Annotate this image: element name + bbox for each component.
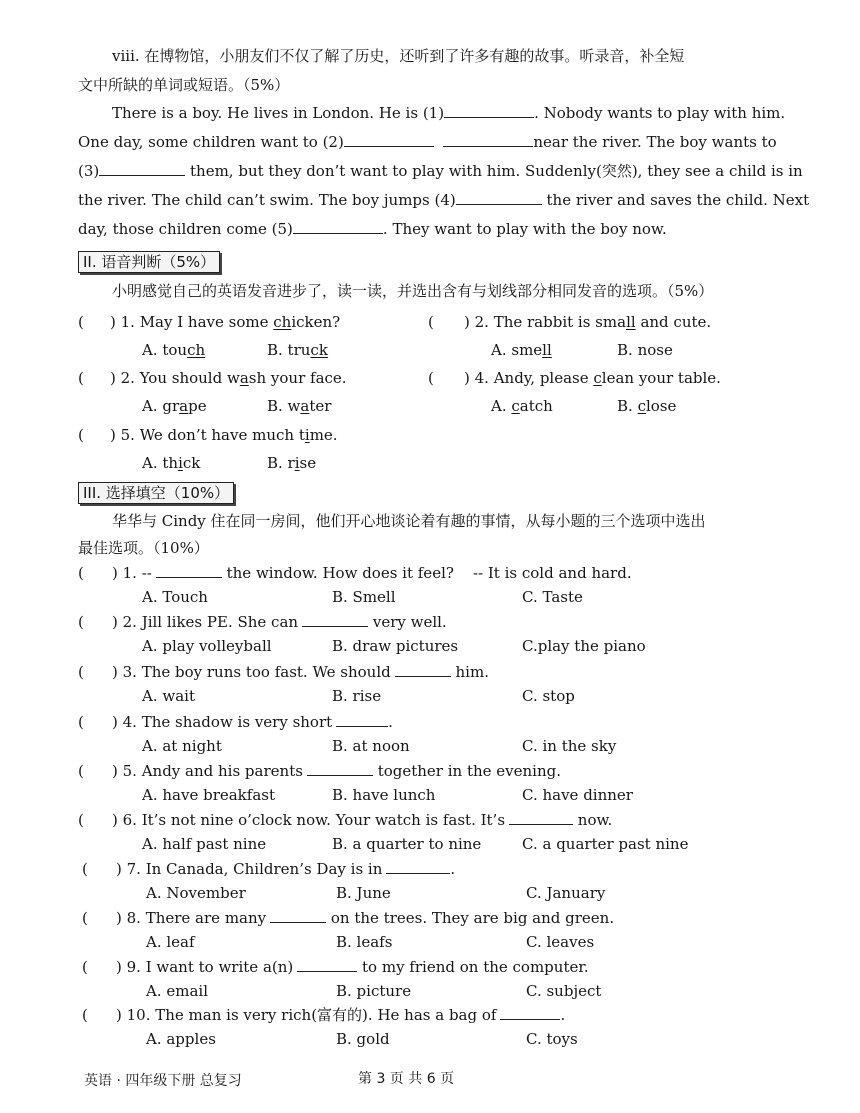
phonics-option-4b[interactable]: B. close [617, 397, 677, 415]
section-ii-intro: 小明感觉自己的英语发音进步了，读一读，并选出含有与划线部分相同发音的选项。（5%） [112, 282, 714, 300]
answer-paren-ii-2r[interactable]: ( [428, 313, 434, 331]
mc-option-7-a[interactable]: A. November [146, 884, 246, 902]
answer-paren-ii-1[interactable]: ( [78, 313, 84, 331]
mc-option-5-b[interactable]: B. have lunch [332, 786, 436, 804]
section-viii-title: viii. 在博物馆，小朋友们不仅了解了历史，还听到了许多有趣的故事。听录音，补全短 [112, 47, 685, 65]
answer-blank[interactable] [395, 662, 451, 677]
mc-option-7-b[interactable]: B. June [336, 884, 391, 902]
answer-paren-iii-7[interactable]: ( [82, 860, 88, 878]
blank-1[interactable] [444, 103, 534, 118]
phonics-option-2l-b[interactable]: B. water [267, 397, 332, 415]
phonics-option-5a[interactable]: A. thick [142, 454, 201, 472]
mc-question-10: ) 10. The man is very rich(富有的). He has a bag of . [116, 1006, 566, 1024]
blank-4[interactable] [456, 190, 542, 205]
mc-option-6-c[interactable]: C. a quarter past nine [522, 835, 689, 853]
mc-option-10-b[interactable]: B. gold [336, 1030, 390, 1048]
mc-option-7-c[interactable]: C. January [526, 884, 606, 902]
mc-option-4-a[interactable]: A. at night [142, 737, 222, 755]
answer-paren-ii-2l[interactable]: ( [78, 369, 84, 387]
phonics-option-1b[interactable]: B. truck [267, 341, 328, 359]
mc-option-1-b[interactable]: B. Smell [332, 588, 396, 606]
answer-paren-iii-8[interactable]: ( [82, 909, 88, 927]
phonics-question-2-right: ) 2. The rabbit is small and cute. [464, 313, 712, 331]
mc-option-3-c[interactable]: C. stop [522, 687, 575, 705]
section-iii-intro: 华华与 Cindy 住在同一房间，他们开心地谈论着有趣的事情，从每小题的三个选项中选出 [112, 512, 706, 530]
mc-question-8: ) 8. There are many on the trees. They are big and green. [116, 909, 615, 927]
mc-option-4-b[interactable]: B. at noon [332, 737, 410, 755]
phonics-question-2-left: ) 2. You should wash your face. [110, 369, 347, 387]
answer-blank[interactable] [509, 810, 573, 825]
mc-question-4: ) 4. The shadow is very short . [112, 713, 393, 731]
mc-option-8-c[interactable]: C. leaves [526, 933, 595, 951]
mc-option-5-a[interactable]: A. have breakfast [142, 786, 275, 804]
mc-option-9-a[interactable]: A. email [146, 982, 209, 1000]
mc-question-5: ) 5. Andy and his parents together in the evening. [112, 762, 562, 780]
answer-paren-iii-6[interactable]: ( [78, 811, 84, 829]
mc-option-10-c[interactable]: C. toys [526, 1030, 578, 1048]
answer-blank[interactable] [156, 563, 222, 578]
footer-course-label: 英语 · 四年级下册 总复习 [84, 1073, 242, 1089]
mc-question-3: ) 3. The boy runs too fast. We should him. [112, 663, 489, 681]
passage-line-3: (3) them, but they don’t want to play with him. Suddenly(突然), they see a child is in [78, 162, 803, 180]
mc-option-3-a[interactable]: A. wait [142, 687, 195, 705]
answer-paren-iii-10[interactable]: ( [82, 1006, 88, 1024]
answer-paren-iii-9[interactable]: ( [82, 958, 88, 976]
passage-line-2: One day, some children want to (2) near the river. The boy wants to [78, 133, 777, 151]
section-ii-header: II. 语音判断（5%） [78, 251, 220, 273]
answer-paren-iii-5[interactable]: ( [78, 762, 84, 780]
page-number: 第 3 页 共 6 页 [358, 1071, 455, 1087]
answer-blank[interactable] [336, 712, 388, 727]
answer-blank[interactable] [270, 908, 326, 923]
mc-option-1-a[interactable]: A. Touch [142, 588, 208, 606]
mc-question-2: ) 2. Jill likes PE. She can very well. [112, 613, 447, 631]
mc-option-10-a[interactable]: A. apples [146, 1030, 216, 1048]
blank-2a[interactable] [344, 132, 434, 147]
phonics-question-1: ) 1. May I have some chicken? [110, 313, 341, 331]
answer-paren-iii-2[interactable]: ( [78, 613, 84, 631]
mc-option-2-c[interactable]: C.play the piano [522, 637, 646, 655]
answer-paren-iii-1[interactable]: ( [78, 564, 84, 582]
answer-paren-ii-4[interactable]: ( [428, 369, 434, 387]
mc-option-8-b[interactable]: B. leafs [336, 933, 393, 951]
phonics-question-4: ) 4. Andy, please clean your table. [464, 369, 721, 387]
answer-paren-iii-4[interactable]: ( [78, 713, 84, 731]
mc-question-7: ) 7. In Canada, Children’s Day is in . [116, 860, 456, 878]
passage-line-4: the river. The child can’t swim. The boy jumps (4) the river and saves the child. Next [78, 191, 810, 209]
mc-option-2-b[interactable]: B. draw pictures [332, 637, 459, 655]
mc-option-9-b[interactable]: B. picture [336, 982, 412, 1000]
answer-blank[interactable] [500, 1005, 560, 1020]
mc-option-4-c[interactable]: C. in the sky [522, 737, 617, 755]
mc-option-5-c[interactable]: C. have dinner [522, 786, 633, 804]
section-iii-header: III. 选择填空（10%） [78, 482, 234, 504]
phonics-option-2l-a[interactable]: A. grape [142, 397, 207, 415]
blank-3[interactable] [99, 161, 185, 176]
mc-option-6-b[interactable]: B. a quarter to nine [332, 835, 482, 853]
mc-question-1: ) 1. -- the window. How does it feel? -- It is cold and hard. [112, 564, 632, 582]
answer-blank[interactable] [302, 612, 368, 627]
mc-option-3-b[interactable]: B. rise [332, 687, 382, 705]
phonics-option-2r-b[interactable]: B. nose [617, 341, 673, 359]
answer-blank[interactable] [386, 859, 450, 874]
answer-paren-ii-5[interactable]: ( [78, 426, 84, 444]
phonics-option-5b[interactable]: B. rise [267, 454, 317, 472]
mc-option-2-a[interactable]: A. play volleyball [142, 637, 272, 655]
passage-line-1: There is a boy. He lives in London. He is (1) . Nobody wants to play with him. [112, 104, 786, 122]
mc-option-9-c[interactable]: C. subject [526, 982, 602, 1000]
phonics-question-5: ) 5. We don’t have much time. [110, 426, 338, 444]
section-iii-intro-cont: 最佳选项。（10%） [78, 539, 209, 557]
blank-2b[interactable] [443, 132, 533, 147]
mc-option-8-a[interactable]: A. leaf [146, 933, 195, 951]
passage-line-5: day, those children come (5) . They want to play with the boy now. [78, 220, 667, 238]
mc-option-6-a[interactable]: A. half past nine [142, 835, 267, 853]
section-viii-title-cont: 文中所缺的单词或短语。（5%） [78, 76, 290, 94]
mc-question-6: ) 6. It’s not nine o’clock now. Your watch is fast. It’s now. [112, 811, 613, 829]
answer-paren-iii-3[interactable]: ( [78, 663, 84, 681]
blank-5[interactable] [293, 219, 383, 234]
phonics-option-1a[interactable]: A. touch [142, 341, 206, 359]
answer-blank[interactable] [307, 761, 373, 776]
mc-option-1-c[interactable]: C. Taste [522, 588, 583, 606]
phonics-option-4a[interactable]: A. catch [491, 397, 553, 415]
answer-blank[interactable] [297, 957, 357, 972]
phonics-option-2r-a[interactable]: A. smell [491, 341, 552, 359]
mc-question-9: ) 9. I want to write a(n) to my friend on the computer. [116, 958, 589, 976]
